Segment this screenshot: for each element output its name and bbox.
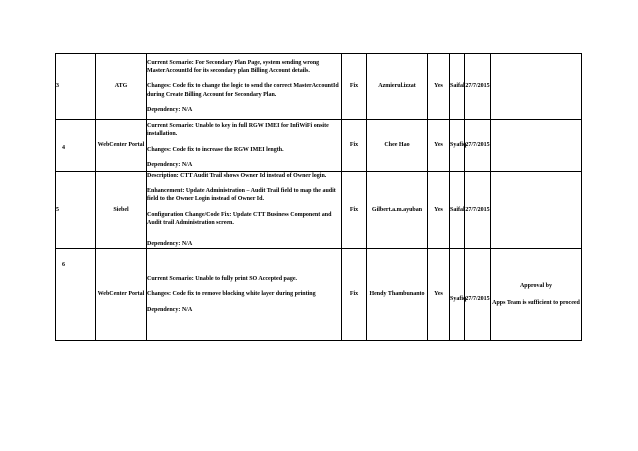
change-request-table xyxy=(55,53,582,341)
description-cell xyxy=(147,172,342,249)
description-cell xyxy=(147,54,342,120)
remark-approval: Approval by xyxy=(519,283,553,290)
remark-cell xyxy=(491,54,582,120)
approval-date: 27/7/2015 xyxy=(465,172,491,249)
change-type: Fix xyxy=(342,249,367,341)
approval-flag: Yes xyxy=(428,172,450,249)
dependency-text: Dependency: N/A xyxy=(147,240,193,247)
table-row xyxy=(56,172,582,249)
system-name: Siebel xyxy=(96,172,147,249)
developer-name: Hendy Thambunanto xyxy=(367,249,428,341)
enhancement-text: Enhancement: Update Administration – Audit Trail field to map the audit field to the Owner Login instead of Owner Id. xyxy=(147,188,336,203)
developer-name: Chee Hao xyxy=(367,120,428,172)
row-number: 3 xyxy=(56,54,96,120)
changes-text: Configuration Change/Code Fix: Update CTT Business Component and Audit trail Administration screen. xyxy=(147,211,332,226)
approved-by: Saifal xyxy=(450,172,465,249)
approval-date: 27/7/2015 xyxy=(465,54,491,120)
dependency-text: Dependency: N/A xyxy=(147,306,193,313)
description-cell xyxy=(147,120,342,172)
dependency-text: Dependency: N/A xyxy=(147,106,193,113)
change-type: Fix xyxy=(342,120,367,172)
description-text: Description: CTT Audit Trail shows Owner Id instead of Owner login. xyxy=(147,173,327,180)
current-scenario: Current Scenario: Unable to key in full RGW IMEI for InfiWiFi onsite installation. xyxy=(147,123,329,138)
row-number: 4 xyxy=(56,120,96,172)
developer-name: Gilbert.a.m.ayuban xyxy=(367,172,428,249)
changes-text: Changes: Code fix to increase the RGW IMEI length. xyxy=(147,146,284,153)
table-row xyxy=(56,249,582,341)
remark-sufficient: Apps Team is sufficient to proceed xyxy=(492,299,580,306)
remark-cell xyxy=(491,172,582,249)
system-name: WebCenter Portal xyxy=(96,120,147,172)
table-row xyxy=(56,54,582,120)
change-type: Fix xyxy=(342,172,367,249)
approval-flag: Yes xyxy=(428,120,450,172)
approved-by: Syafiq xyxy=(450,120,465,172)
table-row xyxy=(56,120,582,172)
remark-cell xyxy=(491,120,582,172)
change-type: Fix xyxy=(342,54,367,120)
approved-by: Saifal xyxy=(450,54,465,120)
approval-flag: Yes xyxy=(428,54,450,120)
approval-date: 27/7/2015 xyxy=(465,249,491,341)
developer-name: Azmierul.izzat xyxy=(367,54,428,120)
system-name: WebCenter Portal xyxy=(96,249,147,341)
description-cell xyxy=(147,249,342,341)
approved-by: Syafiq xyxy=(450,249,465,341)
changes-text: Changes: Code fix to change the logic to send the correct MasterAccountId during Create Billing Account for Secondary Plan. xyxy=(147,83,339,98)
approval-date: 27/7/2015 xyxy=(465,120,491,172)
current-scenario: Current Scenario: Unable to fully print SO Accepted page. xyxy=(147,276,298,283)
current-scenario: Current Scenario: For Secondary Plan Page, system sending wrong MasterAccountId for its secondary plan Billing Account details. xyxy=(147,60,320,75)
system-name: ATG xyxy=(96,54,147,120)
dependency-text: Dependency: N/A xyxy=(147,161,193,168)
row-number: 6 xyxy=(56,249,96,341)
row-number: 5 xyxy=(56,172,96,249)
approval-flag: Yes xyxy=(428,249,450,341)
remark-cell xyxy=(491,249,582,341)
changes-text: Changes: Code fix to remove blocking white layer during printing xyxy=(147,291,316,298)
